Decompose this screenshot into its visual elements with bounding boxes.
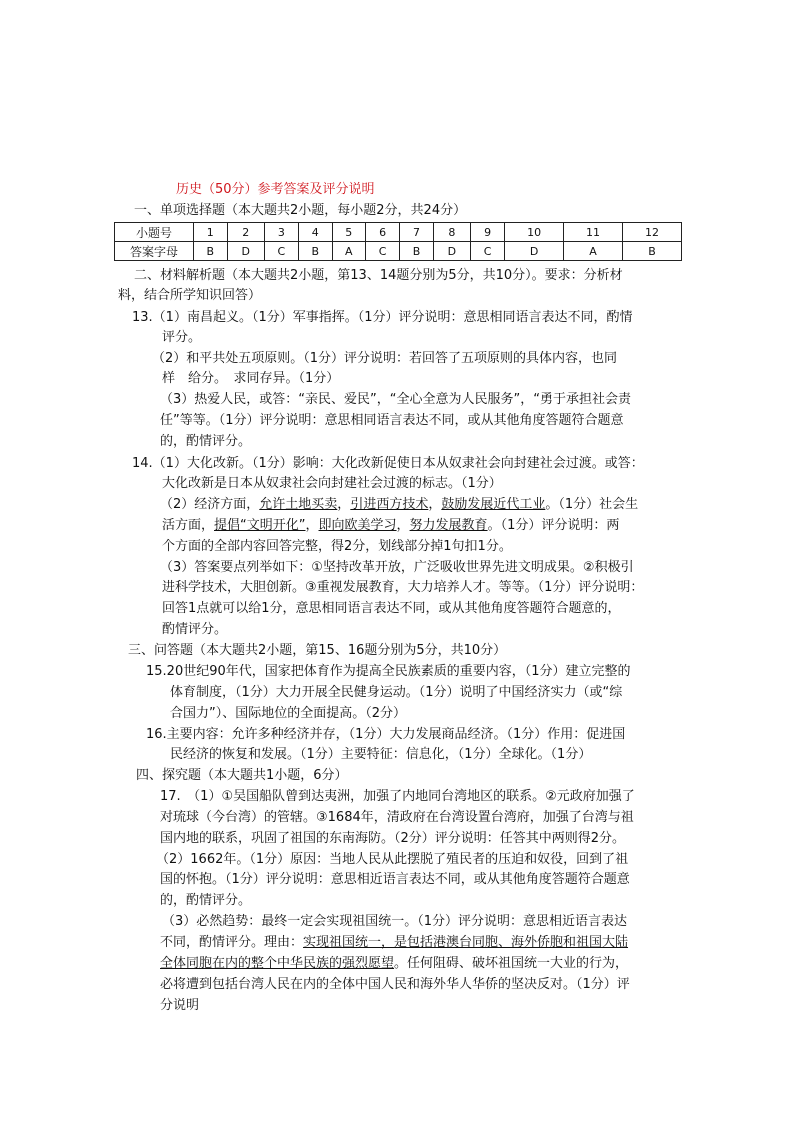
table-cell: 12 — [622, 223, 681, 242]
table-cell: 1 — [194, 223, 228, 242]
table-header-cell: 答案字母 — [115, 242, 194, 261]
table-cell: A — [564, 242, 623, 261]
text-segment: 。任何阻碍、破坏祖国统一大业的行为， — [394, 956, 629, 971]
table-row — [115, 223, 682, 242]
q14-line: （3）答案要点列举如下：①坚持改革开放，广泛吸收世界先进文明成果。②积极引 — [160, 560, 634, 575]
table-cell: 2 — [227, 223, 264, 242]
q14-line: 大化改新是日本从奴隶社会向封建社会过渡的标志。（1分） — [162, 476, 502, 491]
text-segment: ， — [396, 518, 410, 533]
underlined-text: 提倡“文明开化” — [214, 518, 306, 533]
q17-line: 的，酌情评分。 — [160, 893, 252, 908]
table-cell: 7 — [400, 223, 434, 242]
table-cell: C — [366, 242, 400, 261]
table-cell: 3 — [264, 223, 298, 242]
section-2-heading: 二、材料解析题（本大题共2小题，第13、14题分别为5分，共10分）。要求：分析材 — [134, 268, 623, 283]
text-segment: 。（1分）社会生 — [545, 497, 639, 512]
section-3-heading: 三、问答题（本大题共2小题，第15、16题分别为5分，共10分） — [128, 643, 507, 658]
q15-line: 合国力”）、国际地位的全面提高。（2分） — [170, 706, 407, 721]
table-cell: 6 — [366, 223, 400, 242]
q14-line — [160, 497, 638, 513]
text-segment: 。（1分）评分说明：两 — [487, 518, 620, 533]
q15-line: 体育制度，（1分）大力开展全民健身运动。（1分）说明了中国经济实力（或“综 — [170, 685, 623, 700]
text-segment: ， — [305, 518, 319, 533]
q14-line: 回答1点就可以给1分，意思相同语言表达不同，或从其他角度答题符合题意的， — [162, 601, 621, 616]
table-cell: D — [227, 242, 264, 261]
underlined-text: 鼓励发展近代工业 — [441, 497, 546, 512]
table-cell: 4 — [298, 223, 332, 242]
q17-line: 国的怀抱。（1分）评分说明：意思相近语言表达不同，或从其他角度答题符合题意 — [160, 872, 630, 887]
q17-line — [160, 935, 628, 951]
q14-line: 进科学技术，大胆创新。③重视发展教育，大力培养人才。等等。（1分）评分说明： — [162, 580, 644, 595]
q14-line: 酌情评分。 — [162, 622, 228, 637]
q13-line: 任”等等。（1分）评分说明：意思相同语言表达不同，或从其他角度答题符合题意 — [160, 413, 624, 428]
q16-line: 民经济的恢复和发展。（1分）主要特征：信息化，（1分）全球化。（1分） — [170, 747, 592, 762]
table-cell: A — [332, 242, 366, 261]
q17-line: 必将遭到包括台湾人民在内的全体中国人民和海外华人华侨的坚决反对。（1分）评 — [160, 977, 630, 992]
table-cell: D — [433, 242, 470, 261]
text-segment: ， — [428, 497, 442, 512]
q17-line: 对琉球（今台湾）的管辖。③1684年，清政府在台湾设置台湾府，加强了台湾与祖 — [160, 810, 634, 825]
table-cell: 11 — [564, 223, 623, 242]
text-segment: 活方面， — [162, 518, 215, 533]
underlined-text: 即向欧美学习 — [318, 518, 397, 533]
section-4-heading: 四、探究题（本大题共1小题，6分） — [136, 768, 348, 783]
table-cell: B — [194, 242, 228, 261]
answer-table — [114, 222, 682, 261]
table-cell: B — [298, 242, 332, 261]
underlined-text: 全体同胞在内的整个中华民族的强烈愿望 — [160, 956, 395, 971]
underlined-text: 引进西方技术 — [350, 497, 429, 512]
q17-line: （3）必然趋势：最终一定会实现祖国统一。（1分）评分说明：意思相近语言表达 — [162, 914, 628, 929]
text-segment: 不同，酌情评分。理由： — [160, 935, 304, 950]
table-cell: 5 — [332, 223, 366, 242]
page-title: 历史（50分）参考答案及评分说明 — [176, 182, 375, 197]
underlined-text: 允许土地买卖 — [259, 497, 338, 512]
q14-line: 个方面的全部内容回答完整，得2分，划线部分掉1句扣1分。 — [162, 539, 512, 554]
table-cell: B — [622, 242, 681, 261]
table-header-cell: 小题号 — [115, 223, 194, 242]
table-cell: B — [400, 242, 434, 261]
q13-line: 13.（1）南昌起义。（1分）军事指挥。（1分）评分说明：意思相同语言表达不同，酌情 — [132, 310, 633, 325]
q13-line: 样 给分。 求同存异。（1分） — [162, 371, 340, 386]
q14-line: 14.（1）大化改新。（1分）影响：大化改新促使日本从奴隶社会向封建社会过渡。或答： — [132, 456, 644, 471]
table-cell: D — [505, 242, 564, 261]
text-segment: ， — [337, 497, 351, 512]
q17-line: 分说明 — [160, 998, 200, 1013]
section-2-heading-cont: 料，结合所学知识回答） — [118, 288, 262, 303]
q17-line: （2）1662年。（1分）原因：当地人民从此摆脱了殖民者的压迫和奴役，回到了祖 — [156, 852, 629, 867]
q17-line — [160, 956, 628, 972]
table-cell: C — [264, 242, 298, 261]
table-cell: C — [471, 242, 505, 261]
table-cell: 10 — [505, 223, 564, 242]
q13-line: 的，酌情评分。 — [160, 434, 252, 449]
q13-line: （3）热爱人民，或答：“亲民、爱民”，“全心全意为人民服务”，“勇于承担社会责 — [160, 392, 631, 407]
q13-line: 评分。 — [162, 330, 202, 345]
q16-line: 16.主要内容：允许多种经济并存，（1分）大力发展商品经济。（1分）作用：促进国 — [146, 727, 626, 742]
table-cell: 9 — [471, 223, 505, 242]
text-segment: （2）经济方面， — [160, 497, 260, 512]
section-1-heading: 一、单项选择题（本大题共2小题，每小题2分，共24分） — [134, 203, 467, 218]
table-cell: 8 — [433, 223, 470, 242]
q15-line: 15.20世纪90年代，国家把体育作为提高全民族素质的重要内容，（1分）建立完整的 — [146, 664, 631, 679]
table-row — [115, 242, 682, 261]
q14-line — [162, 518, 619, 534]
q17-line: 国内地的联系，巩固了祖国的东南海防。（2分）评分说明：任答其中两则得2分。 — [160, 831, 626, 846]
underlined-text: 实现祖国统一，是包括港澳台同胞、海外侨胞和祖国大陆 — [303, 935, 629, 950]
q13-line: （2）和平共处五项原则。（1分）评分说明：若回答了五项原则的具体内容，也同 — [152, 351, 618, 366]
q17-line: 17. （1）①吴国船队曾到达夷洲，加强了内地同台湾地区的联系。②元政府加强了 — [160, 789, 635, 804]
underlined-text: 努力发展教育 — [409, 518, 488, 533]
